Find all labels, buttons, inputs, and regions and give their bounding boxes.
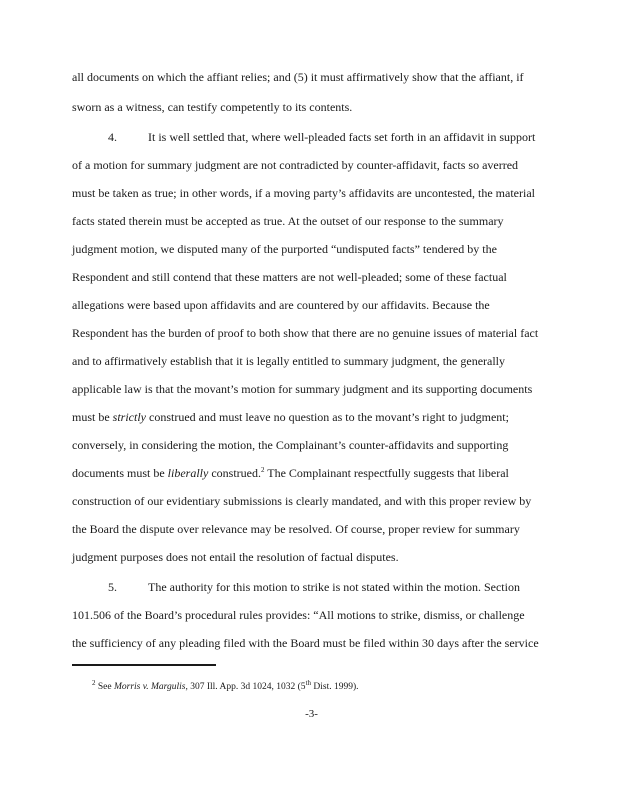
body-line: sworn as a witness, can testify competently to its contents.: [72, 100, 353, 114]
footnote-reference[interactable]: 2: [260, 466, 265, 474]
paragraph-4-first-line: 4. It is well settled that, where well-pleaded facts set forth in an affidavit in support: [108, 130, 536, 144]
paragraph-5-first-line: 5. The authority for this motion to strike is not stated within the motion. Section: [108, 580, 520, 594]
footnote-separator: [72, 664, 216, 666]
body-line: applicable law is that the movant’s motion for summary judgment and its supporting documents: [72, 382, 533, 396]
body-line: of a motion for summary judgment are not contradicted by counter-affidavit, facts so averred: [72, 158, 519, 172]
body-line: judgment motion, we disputed many of the purported “undisputed facts” tendered by the: [72, 242, 497, 256]
body-line: documents must be liberally construed.$^2$ The Complainant respectfully suggests that liberal: [72, 466, 509, 480]
paragraph-number: 4.: [108, 130, 117, 144]
body-line: Respondent has the burden of proof to both show that there are no genuine issues of material fact: [72, 326, 539, 340]
body-line: judgment purposes does not entail the resolution of factual disputes.: [72, 550, 399, 564]
body-line: Respondent and still contend that these matters are not well-pleaded; some of these factual: [72, 270, 507, 284]
page-number: -3-: [305, 708, 318, 720]
case-name: Morris v. Margulis: [113, 682, 186, 692]
body-line: must be taken as true; in other words, if a moving party’s affidavits are uncontested, the material: [72, 186, 535, 200]
body-line: construction of our evidentiary submissions is clearly mandated, and with this proper review by: [72, 494, 532, 508]
body-line: allegations were based upon affidavits and are countered by our affidavits. Because the: [72, 298, 490, 312]
emphasis: liberally: [167, 466, 209, 480]
body-line: must be strictly construed and must leave no question as to the movant’s right to judgment;: [72, 410, 509, 424]
body-line: and to affirmatively establish that it is legally entitled to summary judgment, the generally: [72, 354, 506, 368]
paragraph-number: 5.: [108, 580, 117, 594]
body-line: all documents on which the affiant relies; and (5) it must affirmatively show that the affiant, if: [72, 70, 524, 84]
body-line: conversely, in considering the motion, the Complainant’s counter-affidavits and supporting: [72, 438, 509, 452]
emphasis: strictly: [112, 410, 146, 424]
footnote-mark: 2: [92, 678, 96, 687]
body-line: facts stated therein must be accepted as true. At the outset of our response to the summary: [72, 214, 504, 228]
body-line: the Board the dispute over relevance may be resolved. Of course, proper review for summary: [72, 522, 520, 536]
body-line: the sufficiency of any pleading filed with the Board must be filed within 30 days after the service: [72, 636, 539, 650]
body-line: 101.506 of the Board’s procedural rules provides: “All motions to strike, dismiss, or challenge: [72, 608, 525, 622]
footnote: $^2$ See Morris v. Margulis, 307 Ill. App. 3d 1024, 1032 (5th Dist. 1999).: [92, 678, 359, 692]
